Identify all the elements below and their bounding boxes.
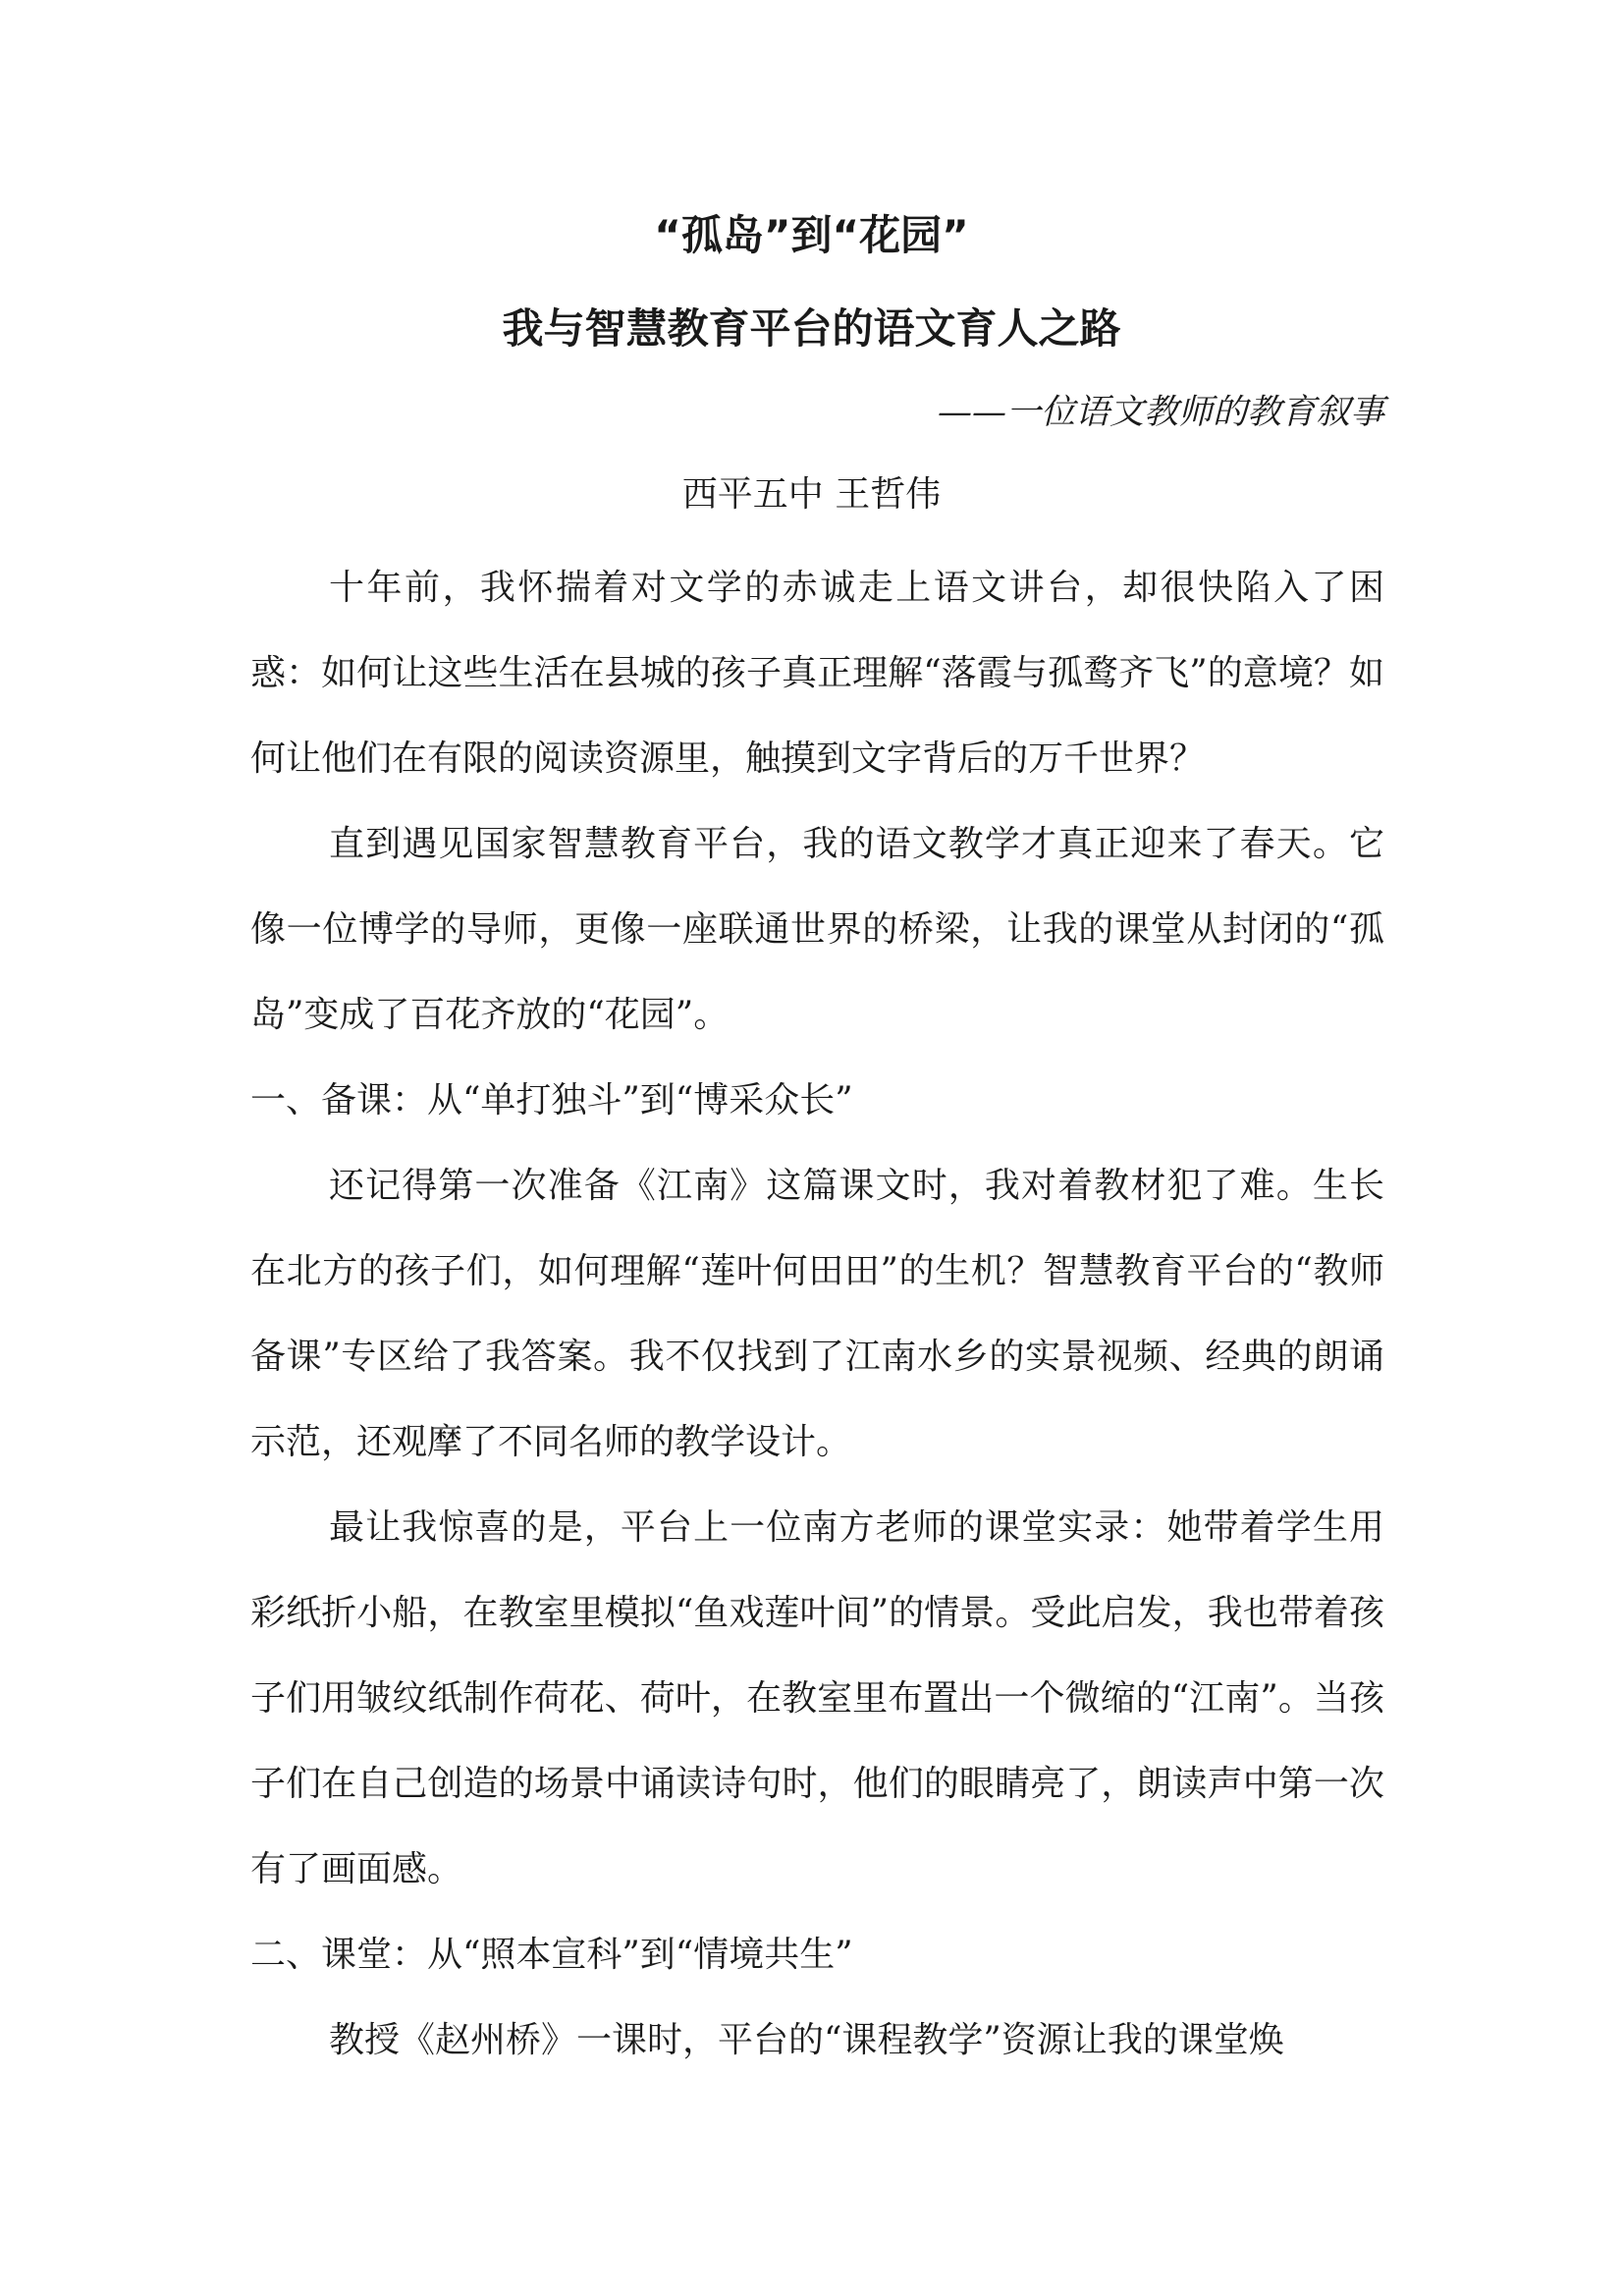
section1-heading: 一、备课：从“单打独斗”到“博采众长” [250, 1080, 853, 1121]
intro-paragraph-1: 十年前，我怀揣着对文学的赤诚走上语文讲台，却很快陷入了困惑：如何让这些生活在县城的孩子真正理解“落霞与孤鹜齐飞”的意境？如何让他们在有限的阅读资源里，触摸到文字背后的万千世界？ [250, 568, 1384, 779]
document-title-line1: “孤岛”到“花园” [654, 211, 969, 259]
document-body [250, 545, 1384, 2083]
section2-paragraph-1: 教授《赵州桥》一课时，平台的“课程教学”资源让我的课堂焕 [329, 2020, 1284, 2060]
intro-paragraph-2: 直到遇见国家智慧教育平台，我的语文教学才真正迎来了春天。它像一位博学的导师，更像一座联通世界的桥梁，让我的课堂从封闭的“孤岛”变成了百花齐放的“花园”。 [250, 824, 1384, 1035]
section1-paragraph-1: 还记得第一次准备《江南》这篇课文时，我对着教材犯了难。生长在北方的孩子们，如何理解“莲叶何田田”的生机？智慧教育平台的“教师备课”专区给了我答案。我不仅找到了江南水乡的实景视频、经典的朗诵示范，还观摩了不同名师的教学设计。 [250, 1166, 1384, 1462]
section1-paragraph-2: 最让我惊喜的是，平台上一位南方老师的课堂实录：她带着学生用彩纸折小船，在教室里模拟“鱼戏莲叶间”的情景。受此启发，我也带着孩子们用皱纹纸制作荷花、荷叶，在教室里布置出一个微缩的“江南”。当孩子们在自己创造的场景中诵读诗句时，他们的眼睛亮了，朗读声中第一次有了画面感。 [250, 1507, 1384, 1889]
section2-heading: 二、课堂：从“照本宣科”到“情境共生” [250, 1935, 853, 1975]
document-title-line2: 我与智慧教育平台的语文育人之路 [502, 304, 1121, 353]
document-subtitle: ——一位语文教师的教育叙事 [937, 393, 1384, 432]
author-line: 西平五中 王哲伟 [681, 474, 942, 515]
